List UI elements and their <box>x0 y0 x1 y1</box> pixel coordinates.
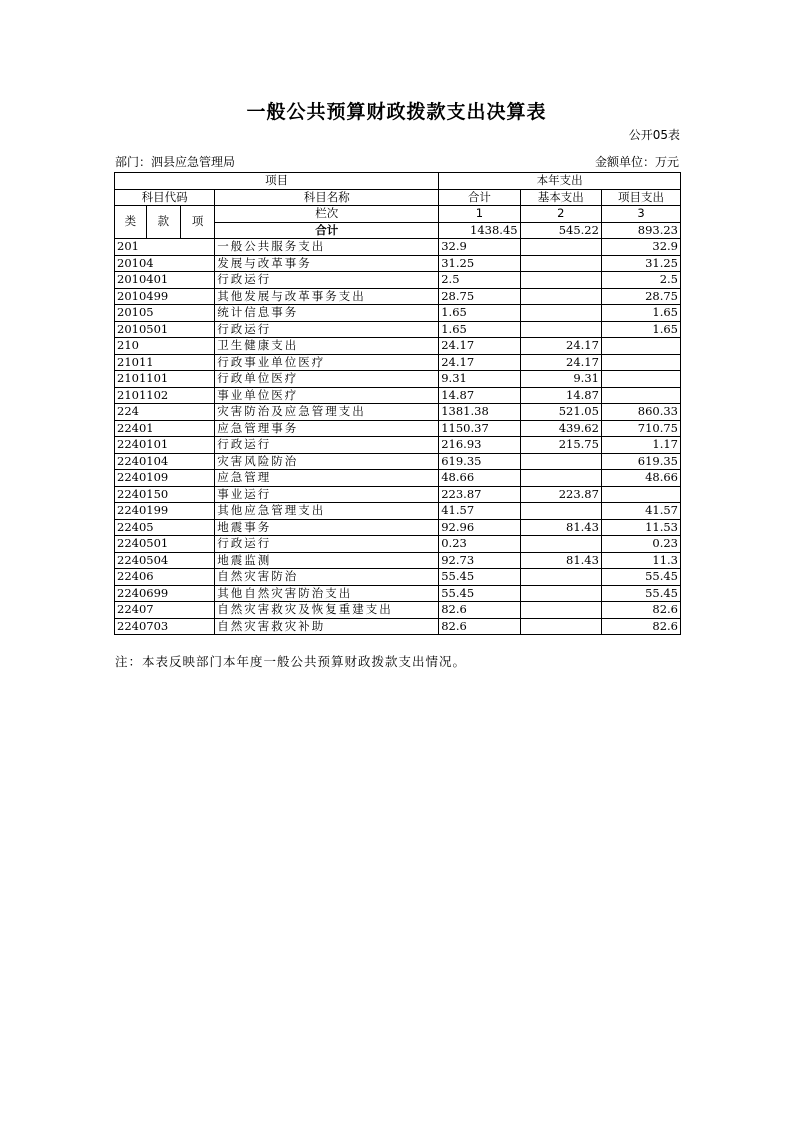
header-col-2: 2 <box>520 206 601 223</box>
table-row <box>115 519 681 536</box>
project-cell: 11.3 <box>601 552 680 569</box>
total-cell: 28.75 <box>439 288 520 305</box>
header-row-1 <box>115 173 681 190</box>
total-cell: 223.87 <box>439 486 520 503</box>
subject-name-cell: 卫生健康支出 <box>215 338 439 355</box>
basic-cell: 9.31 <box>520 371 601 388</box>
subject-code-cell: 2010499 <box>115 288 215 305</box>
total-cell: 0.23 <box>439 536 520 553</box>
project-cell <box>601 387 680 404</box>
total-cell: 2.5 <box>439 272 520 289</box>
total-cell: 32.9 <box>439 239 520 256</box>
table-row <box>115 288 681 305</box>
department-label: 部门：泗县应急管理局 <box>115 155 236 169</box>
table-row <box>115 272 681 289</box>
total-row-project: 893.23 <box>601 222 680 239</box>
header-total: 合计 <box>439 189 520 206</box>
subject-name-cell: 灾害风险防治 <box>215 453 439 470</box>
header-col-1: 1 <box>439 206 520 223</box>
table-row <box>115 503 681 520</box>
total-row-basic: 545.22 <box>520 222 601 239</box>
total-cell: 48.66 <box>439 470 520 487</box>
subject-name-cell: 行政运行 <box>215 437 439 454</box>
project-cell: 48.66 <box>601 470 680 487</box>
basic-cell <box>520 585 601 602</box>
subject-name-cell: 地震监测 <box>215 552 439 569</box>
subject-code-cell: 2240699 <box>115 585 215 602</box>
subject-code-cell: 2240199 <box>115 503 215 520</box>
subject-code-cell: 22401 <box>115 420 215 437</box>
subject-name-cell: 行政运行 <box>215 272 439 289</box>
project-cell: 710.75 <box>601 420 680 437</box>
table-row <box>115 453 681 470</box>
form-number: 公开05表 <box>628 128 680 142</box>
subject-code-cell: 21011 <box>115 354 215 371</box>
total-cell: 31.25 <box>439 255 520 272</box>
project-cell: 0.23 <box>601 536 680 553</box>
subject-name-cell: 应急管理事务 <box>215 420 439 437</box>
table-row <box>115 354 681 371</box>
subject-name-cell: 行政运行 <box>215 536 439 553</box>
header-item: 项目 <box>115 173 439 190</box>
total-cell: 82.6 <box>439 602 520 619</box>
total-cell: 92.73 <box>439 552 520 569</box>
table-row <box>115 255 681 272</box>
table-row <box>115 239 681 256</box>
table-row <box>115 321 681 338</box>
subject-name-cell: 其他自然灾害防治支出 <box>215 585 439 602</box>
project-cell: 619.35 <box>601 453 680 470</box>
project-cell: 55.45 <box>601 569 680 586</box>
basic-cell <box>520 239 601 256</box>
total-row-label: 合计 <box>215 222 439 239</box>
total-cell: 1.65 <box>439 305 520 322</box>
subject-name-cell: 事业运行 <box>215 486 439 503</box>
table-row <box>115 387 681 404</box>
header-lei: 类 <box>115 206 147 239</box>
header-row-2 <box>115 189 681 206</box>
expenditure-table <box>114 172 681 635</box>
total-cell: 82.6 <box>439 618 520 635</box>
subject-name-cell: 地震事务 <box>215 519 439 536</box>
subject-code-cell: 20104 <box>115 255 215 272</box>
project-cell: 31.25 <box>601 255 680 272</box>
subject-name-cell: 一般公共服务支出 <box>215 239 439 256</box>
subject-name-cell: 自然灾害防治 <box>215 569 439 586</box>
subject-code-cell: 20105 <box>115 305 215 322</box>
table-row <box>115 552 681 569</box>
basic-cell <box>520 255 601 272</box>
project-cell: 55.45 <box>601 585 680 602</box>
basic-cell <box>520 305 601 322</box>
subject-code-cell: 2240150 <box>115 486 215 503</box>
table-row <box>115 437 681 454</box>
project-cell: 32.9 <box>601 239 680 256</box>
total-cell: 1381.38 <box>439 404 520 421</box>
subject-name-cell: 行政运行 <box>215 321 439 338</box>
basic-cell: 81.43 <box>520 552 601 569</box>
table-row <box>115 470 681 487</box>
header-basic: 基本支出 <box>520 189 601 206</box>
total-cell: 24.17 <box>439 354 520 371</box>
basic-cell: 223.87 <box>520 486 601 503</box>
project-cell: 82.6 <box>601 618 680 635</box>
header-subject-name: 科目名称 <box>215 189 439 206</box>
project-cell: 82.6 <box>601 602 680 619</box>
basic-cell <box>520 503 601 520</box>
header-kuan: 款 <box>146 206 180 239</box>
subject-code-cell: 2101102 <box>115 387 215 404</box>
subject-name-cell: 统计信息事务 <box>215 305 439 322</box>
header-subject-code: 科目代码 <box>115 189 215 206</box>
subject-code-cell: 22405 <box>115 519 215 536</box>
subject-name-cell: 其他应急管理支出 <box>215 503 439 520</box>
subject-code-cell: 201 <box>115 239 215 256</box>
project-cell: 28.75 <box>601 288 680 305</box>
subject-name-cell: 其他发展与改革事务支出 <box>215 288 439 305</box>
subject-code-cell: 2240703 <box>115 618 215 635</box>
amount-unit-label: 金额单位：万元 <box>594 155 679 169</box>
subject-code-cell: 2240104 <box>115 453 215 470</box>
total-cell: 14.87 <box>439 387 520 404</box>
project-cell <box>601 338 680 355</box>
subject-code-cell: 224 <box>115 404 215 421</box>
total-cell: 1.65 <box>439 321 520 338</box>
table-row <box>115 618 681 635</box>
footnote: 注：本表反映部门本年度一般公共预算财政拨款支出情况。 <box>115 654 467 669</box>
subject-name-cell: 灾害防治及应急管理支出 <box>215 404 439 421</box>
table-row <box>115 585 681 602</box>
subject-name-cell: 发展与改革事务 <box>215 255 439 272</box>
subject-name-cell: 事业单位医疗 <box>215 387 439 404</box>
project-cell <box>601 371 680 388</box>
project-cell: 11.53 <box>601 519 680 536</box>
basic-cell <box>520 618 601 635</box>
table-row <box>115 404 681 421</box>
project-cell: 1.65 <box>601 305 680 322</box>
basic-cell: 215.75 <box>520 437 601 454</box>
basic-cell <box>520 321 601 338</box>
header-project: 项目支出 <box>601 189 680 206</box>
table-row <box>115 371 681 388</box>
basic-cell <box>520 288 601 305</box>
subject-code-cell: 2240101 <box>115 437 215 454</box>
basic-cell: 14.87 <box>520 387 601 404</box>
table-row <box>115 536 681 553</box>
basic-cell: 439.62 <box>520 420 601 437</box>
total-row-total: 1438.45 <box>439 222 520 239</box>
subject-name-cell: 应急管理 <box>215 470 439 487</box>
basic-cell <box>520 470 601 487</box>
subject-code-cell: 2240504 <box>115 552 215 569</box>
header-col-3: 3 <box>601 206 680 223</box>
table-row <box>115 338 681 355</box>
header-this-year: 本年支出 <box>439 173 681 190</box>
basic-cell: 521.05 <box>520 404 601 421</box>
total-cell: 619.35 <box>439 453 520 470</box>
total-cell: 24.17 <box>439 338 520 355</box>
basic-cell <box>520 536 601 553</box>
table-row <box>115 486 681 503</box>
table-row <box>115 420 681 437</box>
subject-code-cell: 2101101 <box>115 371 215 388</box>
basic-cell: 24.17 <box>520 338 601 355</box>
basic-cell <box>520 602 601 619</box>
subject-code-cell: 2010501 <box>115 321 215 338</box>
subject-code-cell: 22407 <box>115 602 215 619</box>
total-cell: 55.45 <box>439 569 520 586</box>
basic-cell: 24.17 <box>520 354 601 371</box>
header-xiang: 项 <box>181 206 215 239</box>
subject-name-cell: 自然灾害救灾及恢复重建支出 <box>215 602 439 619</box>
basic-cell <box>520 272 601 289</box>
project-cell <box>601 486 680 503</box>
subject-name-cell: 行政事业单位医疗 <box>215 354 439 371</box>
header-lanci: 栏次 <box>215 206 439 223</box>
subject-code-cell: 210 <box>115 338 215 355</box>
subject-name-cell: 自然灾害救灾补助 <box>215 618 439 635</box>
total-cell: 92.96 <box>439 519 520 536</box>
total-cell: 216.93 <box>439 437 520 454</box>
subject-code-cell: 22406 <box>115 569 215 586</box>
project-cell <box>601 354 680 371</box>
total-cell: 41.57 <box>439 503 520 520</box>
project-cell: 860.33 <box>601 404 680 421</box>
project-cell: 1.17 <box>601 437 680 454</box>
header-row-3 <box>115 206 681 223</box>
total-cell: 1150.37 <box>439 420 520 437</box>
subject-code-cell: 2010401 <box>115 272 215 289</box>
basic-cell <box>520 453 601 470</box>
project-cell: 2.5 <box>601 272 680 289</box>
table-row <box>115 602 681 619</box>
total-cell: 55.45 <box>439 585 520 602</box>
subject-code-cell: 2240109 <box>115 470 215 487</box>
project-cell: 1.65 <box>601 321 680 338</box>
table-row <box>115 569 681 586</box>
project-cell: 41.57 <box>601 503 680 520</box>
subject-code-cell: 2240501 <box>115 536 215 553</box>
table-row <box>115 305 681 322</box>
page-title: 一般公共预算财政拨款支出决算表 <box>246 101 547 123</box>
basic-cell <box>520 569 601 586</box>
basic-cell: 81.43 <box>520 519 601 536</box>
subject-name-cell: 行政单位医疗 <box>215 371 439 388</box>
total-cell: 9.31 <box>439 371 520 388</box>
